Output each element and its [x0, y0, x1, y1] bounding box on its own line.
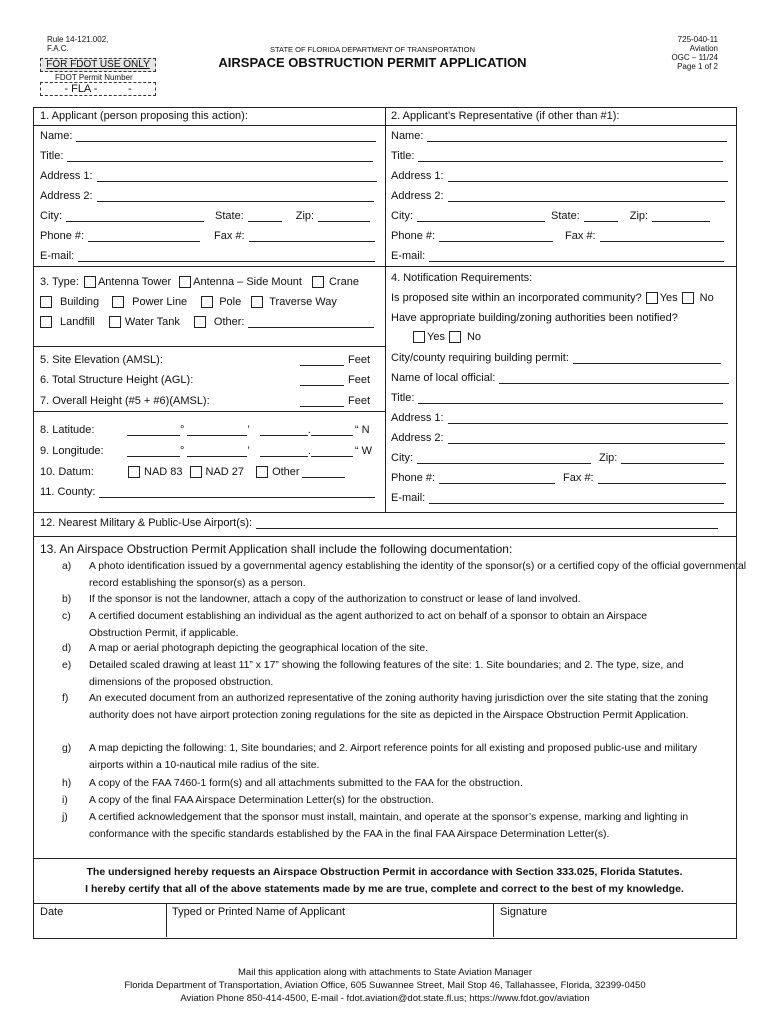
rep-state-field[interactable]	[584, 210, 618, 222]
q1-yes-checkbox[interactable]	[646, 292, 658, 304]
footer-line-2: Florida Department of Transportation, Aviation Office, 605 Suwannee Street, Mail Stop 46, Tallahassee, Florida, 32399-0450	[124, 980, 646, 991]
official-address1-row: Address 1:	[391, 412, 728, 424]
type-row-3: Landfill Water Tank Other:	[40, 316, 374, 328]
applicant-heading: 1. Applicant (person proposing this action):	[40, 110, 248, 122]
latitude-sec-dec-field[interactable]	[311, 424, 353, 436]
doc-item: b) If the sponsor is not the landowner, attach a copy of the authorization to construct or lease of land involved.	[62, 594, 581, 605]
q2-no-checkbox[interactable]	[449, 331, 461, 343]
applicant-name-label: Typed or Printed Name of Applicant	[172, 906, 346, 918]
official-title-field[interactable]	[418, 392, 723, 404]
rep-address2-row: Address 2:	[391, 190, 725, 202]
latitude-min-field[interactable]	[187, 424, 247, 436]
longitude-sec-dec-field[interactable]	[311, 445, 353, 457]
type-crane-checkbox[interactable]	[312, 276, 324, 288]
official-name-field[interactable]	[499, 372, 729, 384]
doc-item: d) A map or aerial photograph depicting the geographical location of the site.	[62, 643, 429, 654]
applicant-address1-row: Address 1:	[40, 170, 377, 182]
official-city-field[interactable]	[417, 452, 591, 464]
q1-no-checkbox[interactable]	[682, 292, 694, 304]
rep-city-field[interactable]	[417, 210, 545, 222]
datum-row: NAD 83 NAD 27 Other	[128, 466, 345, 478]
applicant-email-field[interactable]	[78, 250, 375, 262]
applicant-address1-field[interactable]	[97, 170, 377, 182]
official-row: Name of local official:	[391, 372, 729, 384]
rep-address1-row: Address 1:	[391, 170, 728, 182]
doc-item: a) A photo identification issued by a governmental agency establishing the identity of the sponsor(s) or a certified copy of the official governmental record establishing the sponsor(s) as a person.	[62, 561, 747, 589]
official-title-row: Title:	[391, 392, 723, 404]
applicant-zip-field[interactable]	[318, 210, 370, 222]
overall-height-field[interactable]	[300, 395, 344, 407]
longitude-label: 9. Longitude:	[40, 445, 104, 457]
overall-height-label: 7. Overall Height (#5 + #6)(AMSL):	[40, 395, 210, 407]
type-side-mount-checkbox[interactable]	[179, 276, 191, 288]
official-email-row: E-mail:	[391, 492, 724, 504]
longitude-deg-field[interactable]	[127, 445, 180, 457]
type-building-checkbox[interactable]	[40, 296, 52, 308]
date-label: Date	[40, 906, 64, 918]
applicant-city-field[interactable]	[66, 210, 204, 222]
airports-row: 12. Nearest Military & Public-Use Airport(s):	[40, 517, 718, 529]
official-city-row: City: Zip:	[391, 452, 724, 464]
county-row: 11. County:	[40, 486, 375, 498]
type-power-line-checkbox[interactable]	[112, 296, 124, 308]
datum-nad27-checkbox[interactable]	[190, 466, 202, 478]
rep-email-field[interactable]	[429, 250, 724, 262]
rep-phone-row: Phone #: Fax #:	[391, 230, 724, 242]
overall-height-row: Feet	[300, 395, 370, 407]
latitude-deg-field[interactable]	[127, 424, 180, 436]
datum-label: 10. Datum:	[40, 466, 94, 478]
signature-label: Signature	[500, 906, 548, 918]
page-title: AIRSPACE OBSTRUCTION PERMIT APPLICATION	[218, 55, 527, 70]
official-zip-field[interactable]	[621, 452, 724, 464]
applicant-email-row: E-mail:	[40, 250, 375, 262]
permit-number-label: FDOT Permit Number	[55, 73, 133, 82]
notification-heading: 4. Notification Requirements:	[391, 272, 533, 284]
applicant-name-field[interactable]	[76, 130, 376, 142]
type-heading: 3. Type:	[40, 276, 79, 288]
rep-name-field[interactable]	[427, 130, 727, 142]
datum-other-checkbox[interactable]	[256, 466, 268, 478]
notification-q2: Have appropriate building/zoning authorities been notified?	[391, 312, 678, 324]
applicant-address2-field[interactable]	[97, 190, 374, 202]
documentation-heading: 13. An Airspace Obstruction Permit Application shall include the following documentation:	[40, 542, 513, 556]
rep-title-row: Title:	[391, 150, 723, 162]
building-permit-row: City/county requiring building permit:	[391, 352, 721, 364]
elevation-label: 5. Site Elevation (AMSL):	[40, 354, 163, 366]
airports-field[interactable]	[256, 517, 718, 529]
permit-number-field[interactable]: - FLA - -	[40, 82, 156, 96]
applicant-name-row: Name:	[40, 130, 376, 142]
form-info: 725-040-11 Aviation OGC – 11/24 Page 1 of 2	[671, 35, 718, 71]
doc-item: g) A map depicting the following: 1, Site boundaries; and 2. Airport reference points for all existing and proposed public-use and military airports within a 10-nautical mile radius of the site.	[62, 743, 698, 771]
latitude-label: 8. Latitude:	[40, 424, 95, 436]
doc-item: h) A copy of the FAA 7460-1 form(s) and all attachments submitted to the FAA for the obstruction.	[62, 778, 523, 789]
rule-citation: Rule 14-121.002, F.A.C.	[47, 35, 109, 53]
applicant-phone-field[interactable]	[88, 230, 200, 242]
type-landfill-checkbox[interactable]	[40, 316, 52, 328]
applicant-title-row: Title:	[40, 150, 373, 162]
rep-name-row: Name:	[391, 130, 727, 142]
official-phone-row: Phone #: Fax #:	[391, 472, 726, 484]
certification-line-2: I hereby certify that all of the above statements made by me are true, complete and correct to the best of my knowledge.	[85, 883, 684, 895]
structure-height-label: 6. Total Structure Height (AGL):	[40, 374, 194, 386]
footer	[0, 966, 770, 1005]
datum-nad83-checkbox[interactable]	[128, 466, 140, 478]
official-address2-field[interactable]	[448, 432, 725, 444]
applicant-state-field[interactable]	[248, 210, 282, 222]
official-address1-field[interactable]	[448, 412, 728, 424]
type-row-2: Building Power Line Pole Traverse Way	[40, 296, 337, 308]
official-email-field[interactable]	[429, 492, 724, 504]
type-other-checkbox[interactable]	[194, 316, 206, 328]
type-water-tank-checkbox[interactable]	[109, 316, 121, 328]
notification-q2-options: Yes No	[413, 331, 481, 343]
footer-line-3: Aviation Phone 850-414-4500, E-mail - fdot.aviation@dot.state.fl.us; https://www.fdot.gov/aviation	[180, 993, 590, 1004]
rep-fax-field[interactable]	[600, 230, 724, 242]
footer-line-1: Mail this application along with attachments to State Aviation Manager	[238, 967, 532, 978]
doc-item: f) An executed document from an authorized representative of the zoning authority having jurisdiction over the site stating that the zoning authority does not have airport protection zoning regulations for the site as depicted in the Airspace Obstruction Permit Application.	[62, 693, 709, 721]
longitude-sec-field[interactable]	[260, 445, 308, 457]
longitude-row: ° ’ . “ W	[127, 445, 372, 457]
fdot-use-only-box: FOR FDOT USE ONLY	[40, 58, 156, 72]
applicant-fax-field[interactable]	[249, 230, 375, 242]
rep-address2-field[interactable]	[448, 190, 725, 202]
representative-heading: 2. Applicant’s Representative (if other than #1):	[391, 110, 620, 122]
doc-item: i) A copy of the final FAA Airspace Determination Letter(s) for the obstruction.	[62, 795, 434, 806]
agency-name: STATE OF FLORIDA DEPARTMENT OF TRANSPORTATION	[269, 45, 476, 54]
latitude-row: ° ’ . “ N	[127, 424, 370, 436]
longitude-min-field[interactable]	[187, 445, 247, 457]
certification-line-1: The undersigned hereby requests an Airspace Obstruction Permit in accordance with Section 333.025, Florida Statutes.	[86, 866, 683, 878]
type-other-field[interactable]	[248, 316, 374, 328]
structure-height-field[interactable]	[300, 374, 344, 386]
rep-city-row: City: State: Zip:	[391, 210, 710, 222]
rep-title-field[interactable]	[418, 150, 723, 162]
type-antenna-tower-checkbox[interactable]	[84, 276, 96, 288]
applicant-title-field[interactable]	[67, 150, 373, 162]
elevation-field[interactable]	[300, 354, 344, 366]
rep-address1-field[interactable]	[448, 170, 728, 182]
applicant-address2-row: Address 2:	[40, 190, 374, 202]
official-address2-row: Address 2:	[391, 432, 725, 444]
rep-zip-field[interactable]	[652, 210, 710, 222]
rep-email-row: E-mail:	[391, 250, 724, 262]
building-permit-field[interactable]	[573, 352, 721, 364]
applicant-phone-row: Phone #: Fax #:	[40, 230, 375, 242]
doc-item: j) A certified acknowledgement that the sponsor must install, maintain, and operate at the sponsor’s expense, marking and lighting in conformance with the specific standards established by the FAA in the final FAA Airspace Determination Letter(s).	[62, 812, 689, 840]
elevation-row: Feet	[300, 354, 370, 366]
signature-field[interactable]	[494, 904, 735, 936]
q2-yes-checkbox[interactable]	[413, 331, 425, 343]
latitude-sec-field[interactable]	[260, 424, 308, 436]
datum-other-field[interactable]	[302, 466, 345, 478]
doc-item: c) A certified document establishing an individual as the agent authorized to act on behalf of a sponsor to obtain an Airspace Obstruction Permit, if applicable.	[62, 611, 647, 639]
type-traverse-way-checkbox[interactable]	[251, 296, 263, 308]
official-fax-field[interactable]	[598, 472, 726, 484]
notification-q1-row: Is proposed site within an incorporated community? Yes No	[391, 292, 714, 304]
county-field[interactable]	[99, 486, 375, 498]
official-phone-field[interactable]	[439, 472, 555, 484]
structure-height-row: Feet	[300, 374, 370, 386]
type-row-1: 3. Type: Antenna Tower Antenna – Side Mount Crane	[40, 276, 359, 288]
type-pole-checkbox[interactable]	[201, 296, 213, 308]
rep-phone-field[interactable]	[439, 230, 553, 242]
applicant-city-row: City: State: Zip:	[40, 210, 370, 222]
doc-item: e) Detailed scaled drawing at least 11” x 17” showing the following features of the site: 1. Site boundaries; and 2. The type, size, and dimensions of the proposed obstruction.	[62, 660, 684, 688]
